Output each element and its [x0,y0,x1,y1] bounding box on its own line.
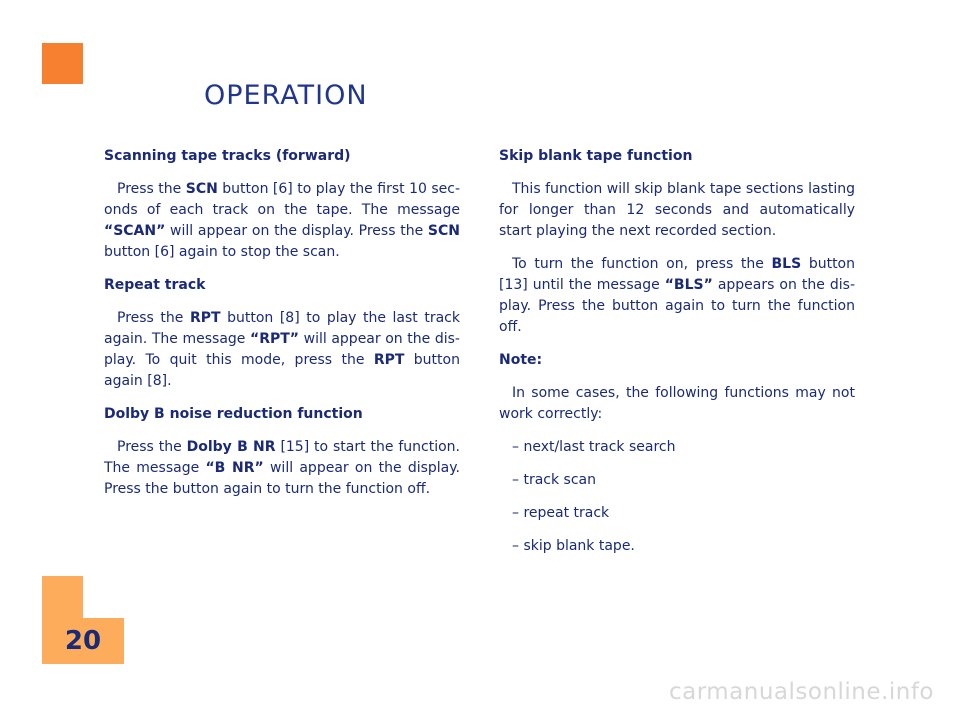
list-item: – track scan [512,472,596,488]
keyword-bls: BLS [771,256,802,272]
right-column [499,146,855,569]
heading-repeat-track: Repeat track [104,277,206,293]
page-title: OPERATION [204,80,368,111]
paragraph-skip-howto: To turn the function on, press the BLS button [13] until the message “BLS” appears on the dis- play. Press the button again to turn the function off. [499,256,855,335]
paragraph-repeat: Press the RPT button [8] to play the last track again. The message “RPT” will appear on the dis- play. To quit this mode, press the RPT button again [8]. [104,310,460,389]
list-item: – repeat track [512,505,610,521]
message-rpt: “RPT” [250,331,300,347]
message-bls: “BLS” [664,277,713,293]
keyword-scn: SCN [427,223,460,239]
paragraph-skip-desc: This function will skip blank tape sections lasting for longer than 12 seconds and automatically start playing the next recorded section. [499,181,855,239]
heading-dolby: Dolby B noise reduction function [104,406,363,422]
keyword-scn: SCN [185,181,218,197]
list-item: – next/last track search [512,439,676,455]
message-b-nr: “B NR” [205,460,264,476]
heading-scanning-tracks: Scanning tape tracks (forward) [104,148,351,164]
heading-skip-blank: Skip blank tape function [499,148,693,164]
keyword-rpt: RPT [373,352,405,368]
page-tab-accent [42,576,83,618]
corner-accent-square [42,43,83,84]
list-item: – skip blank tape. [512,538,635,554]
keyword-dolby-b-nr: Dolby B NR [186,439,276,455]
paragraph-dolby: Press the Dolby B NR [15] to start the function. The message “B NR” will appear on the display. Press the button again to turn the function off. [104,439,460,497]
heading-note: Note: [499,352,543,368]
message-scan: “SCAN” [104,223,166,239]
keyword-rpt: RPT [189,310,221,326]
page-number: 20 [64,626,102,656]
left-column [104,146,460,512]
watermark-text: carmanualsonline.info [668,679,934,705]
paragraph-note: In some cases, the following functions may not work correctly: [499,385,855,422]
paragraph-scanning: Press the SCN button [6] to play the first 10 sec- onds of each track on the tape. The message “SCAN” will appear on the display. Press the SCN button [6] again to stop the scan. [104,181,460,260]
